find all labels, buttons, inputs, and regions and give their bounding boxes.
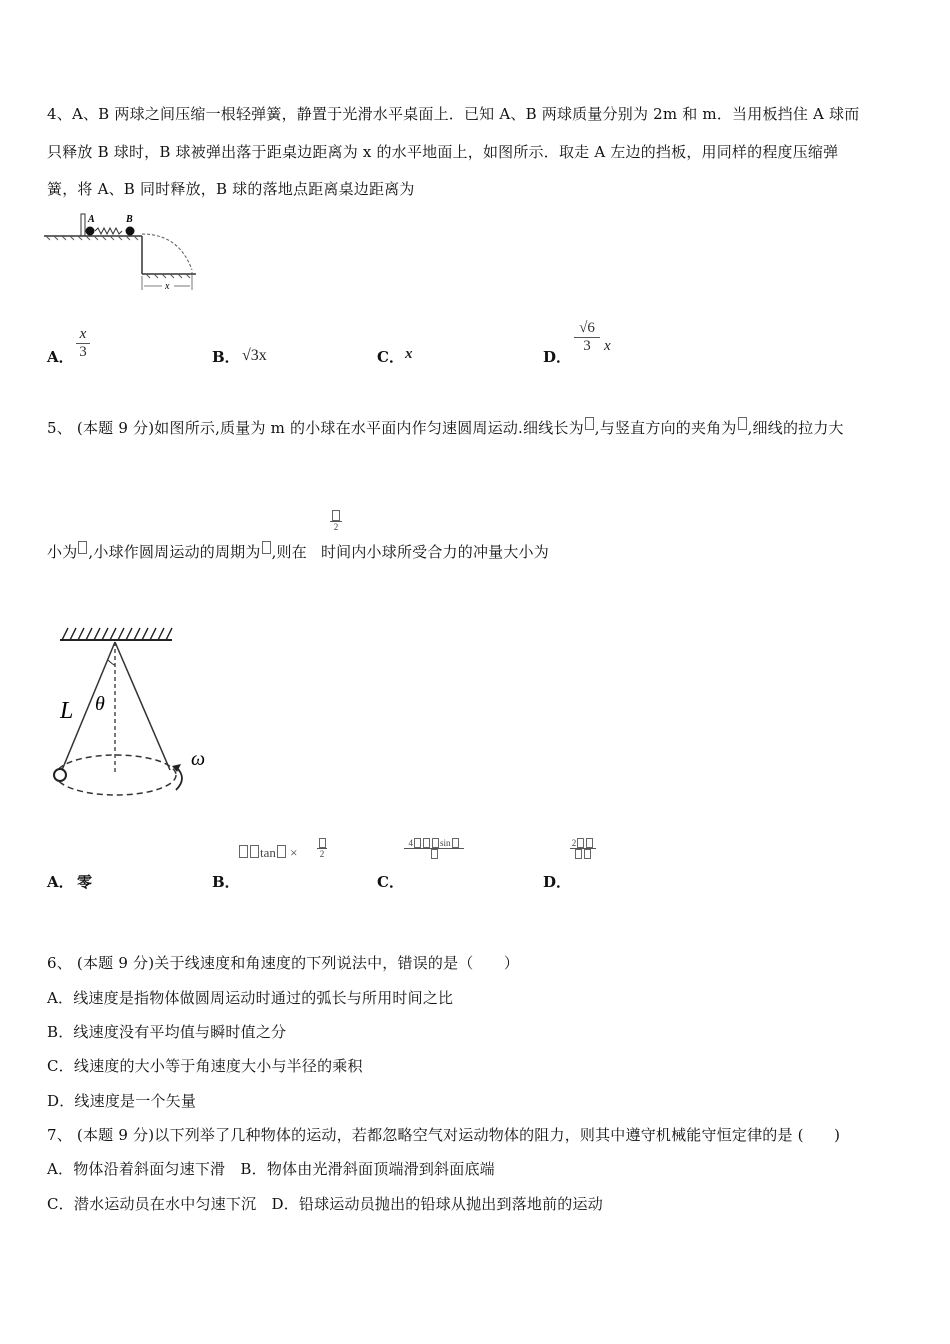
placeholder-box [423, 838, 430, 848]
q4-option-b-label: B． [212, 348, 240, 366]
ball-b [126, 227, 135, 236]
q5-time-denominator: 2 [333, 522, 339, 532]
placeholder-box [584, 849, 591, 859]
q7-stem: 7、 (本题 9 分)以下列举了几种物体的运动，若都忽略空气对运动物体的阻力，则其中遵守机械能守恒定律的是 ( ) [47, 1126, 841, 1144]
q4-option-d-fraction [574, 320, 600, 355]
q5-stem-part-1: 5、 (本题 9 分)如图所示,质量为 m 的小球在水平面内作匀速圆周运动.细线长为 [47, 419, 584, 437]
q5-option-c-numerator [408, 838, 459, 848]
placeholder-box [575, 849, 582, 859]
q7-options-ab: A．物体沿着斜面匀速下滑 B．物体由光滑斜面顶端滑到斜面底端 [47, 1160, 495, 1178]
ball-a [86, 227, 95, 236]
label-omega: ω [191, 748, 206, 770]
label-x: x [165, 281, 170, 292]
q6-option-d: D．线速度是一个矢量 [47, 1092, 197, 1110]
placeholder-box [239, 845, 248, 858]
q5-option-c-label: C． [377, 873, 404, 891]
q5-time-fraction [330, 510, 342, 532]
placeholder-box [431, 849, 438, 859]
q5-option-c-four: 4 [408, 838, 413, 848]
label-l: L [60, 698, 74, 724]
q6-option-b: B．线速度没有平均值与瞬时值之分 [47, 1023, 287, 1041]
label-a: A [88, 214, 95, 225]
q5-stem-part-3: ,细线的拉力大 [747, 419, 844, 437]
placeholder-box [414, 838, 421, 848]
q5-option-d-fraction [570, 838, 596, 867]
placeholder-box [586, 838, 593, 848]
q5-stem-part-4: 小为 [47, 543, 78, 561]
placeholder-box [250, 845, 259, 858]
placeholder-box [452, 838, 459, 848]
q5-option-a-label: A． [47, 873, 74, 891]
label-b: B [126, 214, 133, 225]
q5-option-a-value: 零 [77, 873, 93, 891]
placeholder-box [332, 510, 340, 521]
q5-option-b-label: B． [212, 873, 240, 891]
q4-option-a-denominator: 3 [79, 344, 87, 360]
placeholder-box [738, 417, 747, 430]
placeholder-box [277, 845, 286, 858]
q4-stem-line-1: 4、A、B 两球之间压缩一根轻弹簧，静置于光滑水平桌面上．已知 A、B 两球质量分别为 2m 和 m．当用板挡住 A 球而 [47, 105, 860, 123]
q4-stem-line-3: 簧，将 A、B 同时释放，B 球的落地点距离桌边距离为 [47, 180, 415, 198]
q5-stem-part-2: ,与竖直方向的夹角为 [594, 419, 737, 437]
q5-stem-part-7: 时间内小球所受合力的冲量大小为 [320, 543, 549, 561]
q5-option-b-denominator: 2 [319, 849, 325, 859]
q6-option-c: C．线速度的大小等于角速度大小与半径的乘积 [47, 1057, 363, 1075]
q6-option-a: A．线速度是指物体做圆周运动时通过的弧长与所用时间之比 [47, 989, 454, 1007]
q5-option-b-fraction [317, 838, 327, 859]
label-theta: θ [95, 693, 105, 715]
placeholder-box [319, 838, 326, 848]
pendulum-ball [54, 769, 66, 781]
placeholder-box [577, 838, 584, 848]
conical-pendulum-figure [48, 620, 218, 805]
q5-option-c-fraction [404, 838, 464, 859]
q5-option-d-label: D． [543, 873, 572, 891]
placeholder-box [432, 838, 439, 848]
q5-stem-part-5: ,小球作圆周运动的周期为 [88, 543, 261, 561]
q4-option-b-value: √3x [242, 347, 267, 364]
q5-stem-line-1 [47, 417, 844, 438]
q4-spring-figure [44, 206, 200, 296]
q5-option-c-sin: sin [439, 838, 451, 848]
q4-option-c-value: x [405, 346, 413, 362]
q5-option-b-formula: tan × [238, 845, 297, 861]
q4-option-d-denominator: 3 [583, 338, 591, 354]
q4-option-d-numerator: √6 [579, 320, 595, 336]
q4-option-a-fraction [76, 326, 90, 361]
q5-option-d-two: 2 [571, 838, 577, 848]
q5-stem-line-2 [47, 541, 549, 562]
q4-option-a-label: A． [47, 348, 74, 366]
q7-options-cd: C．潜水运动员在水中匀速下沉 D．铅球运动员抛出的铅球从抛出到落地前的运动 [47, 1195, 603, 1213]
q4-option-d-variable: x [604, 338, 611, 354]
placeholder-box [262, 541, 271, 554]
q5-stem-part-6: ,则在 [271, 543, 307, 561]
q4-stem-line-2: 只释放 B 球时，B 球被弹出落于距桌边距离为 x 的水平地面上，如图所示．取走 A 左边的挡板，用同样的程度压缩弹 [47, 143, 839, 161]
q5-option-b-tan: tan [260, 845, 276, 860]
q4-option-c-label: C． [377, 348, 404, 366]
placeholder-box [585, 417, 594, 430]
q6-stem: 6、 (本题 9 分)关于线速度和角速度的下列说法中，错误的是（ ） [47, 954, 520, 972]
q4-option-a-numerator: x [79, 326, 87, 342]
placeholder-box [78, 541, 87, 554]
q4-option-d-label: D． [543, 348, 572, 366]
q5-option-d-numerator [572, 838, 595, 848]
